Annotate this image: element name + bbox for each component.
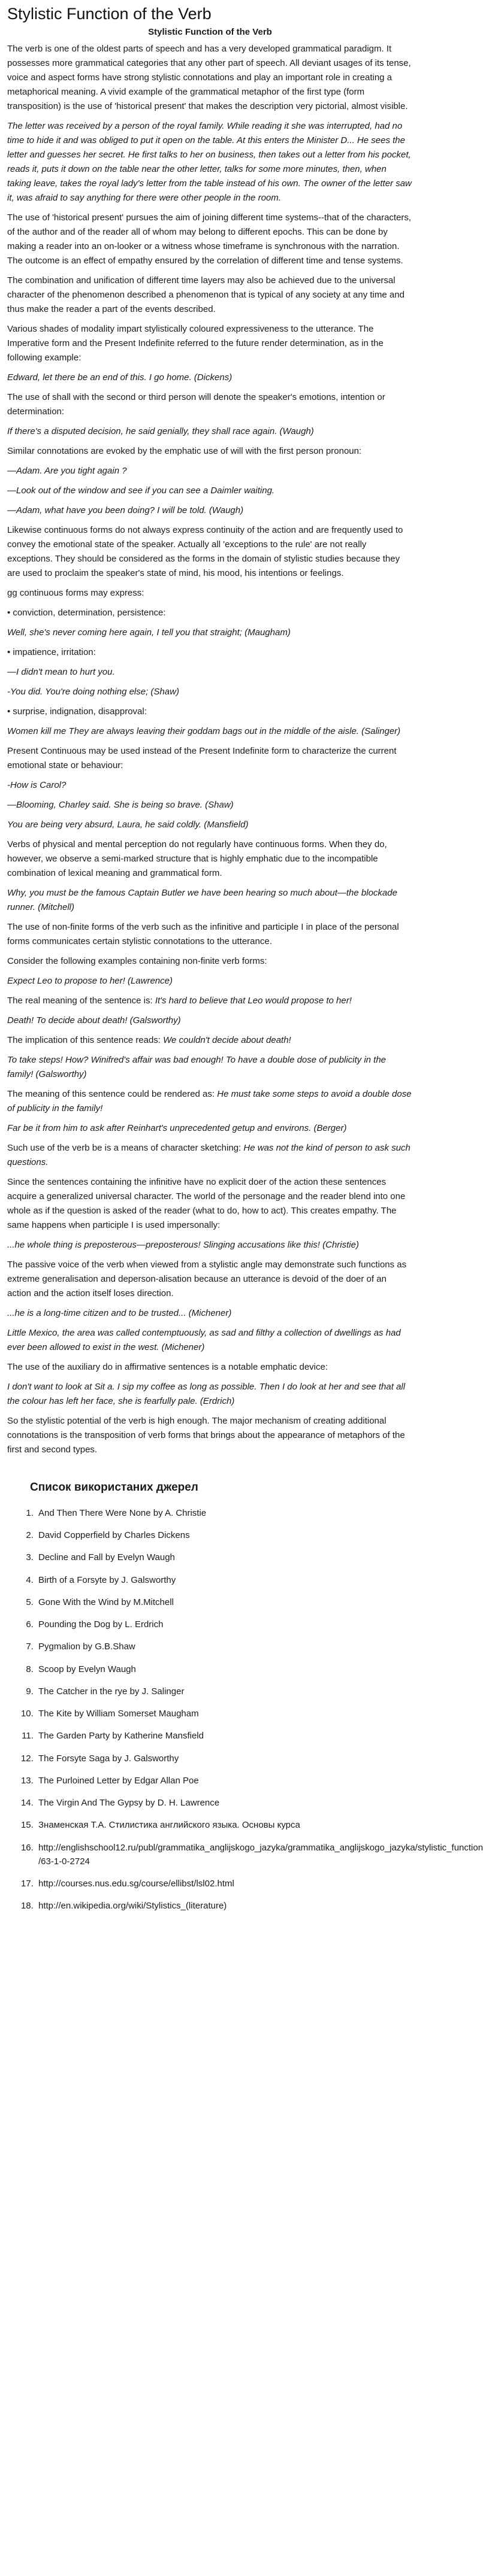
example-paragraph: Far be it from him to ask after Reinhart's unprecedented getup and environs. (Berger)	[7, 1122, 347, 1133]
body-paragraph	[7, 994, 413, 1008]
reference-item: 7. Pygmalion by G.B.Shaw	[36, 1640, 413, 1653]
body-paragraph: The use of the auxiliary do in affirmative sentences is a notable emphatic device:	[7, 1361, 328, 1372]
example-paragraph: —Look out of the window and see if you can see a Daimler waiting.	[7, 485, 275, 496]
references-list	[7, 1506, 483, 1913]
body-paragraph: Consider the following examples containing non-finite verb forms:	[7, 955, 267, 966]
example-paragraph: —Blooming, Charley said. She is being so brave. (Shaw)	[7, 799, 234, 810]
example-paragraph: —I didn't mean to hurt you.	[7, 666, 115, 677]
reference-item: 10. The Kite by William Somerset Maugham	[36, 1707, 413, 1721]
example-paragraph: -How is Carol?	[7, 779, 67, 790]
example-paragraph: If there's a disputed decision, he said genially, they shall race again. (Waugh)	[7, 426, 314, 436]
paragraph-example-text: It's hard to believe that Leo would propose to her!	[155, 995, 352, 1006]
body-paragraph: The use of shall with the second or third person will denote the speaker's emotions, intention or determination:	[7, 392, 385, 417]
example-paragraph: I don't want to look at Sit a. I sip my coffee as long as possible. Then I do look at her and see that all the colour has left her face, she is fearfully pale. (Erdrich)	[7, 1381, 406, 1406]
reference-item: 13. The Purloined Letter by Edgar Allan Poe	[36, 1774, 413, 1788]
body-paragraph: The passive voice of the verb when viewed from a stylistic angle may demonstrate such functions as extreme generalisation and deperson-alisation because an utterance is devoid of the doer of an action and the action itself loses direction.	[7, 1259, 407, 1298]
reference-item: 4. Birth of a Forsyte by J. Galsworthy	[36, 1573, 413, 1587]
example-paragraph: Why, you must be the famous Captain Butler we have been hearing so much about—the blockade runner. (Mitchell)	[7, 887, 397, 912]
paragraph-lead-text: The meaning of this sentence could be rendered as:	[7, 1088, 218, 1099]
example-paragraph: Edward, let there be an end of this. I go home. (Dickens)	[7, 372, 233, 383]
example-paragraph: ...he whole thing is preposterous—preposterous! Slinging accusations like this! (Christie)	[7, 1239, 359, 1250]
example-paragraph: -You did. You're doing nothing else; (Shaw)	[7, 686, 179, 697]
paragraph-lead-text: The real meaning of the sentence is:	[7, 995, 155, 1006]
reference-item: 18. http://en.wikipedia.org/wiki/Stylistics_(literature)	[36, 1899, 413, 1913]
body-paragraph: Various shades of modality impart stylistically coloured expressiveness to the utterance. The Imperative form and the Present Indefinite referred to the future render determination, as in the following example:	[7, 323, 384, 363]
reference-item: 6. Pounding the Dog by L. Erdrich	[36, 1618, 413, 1631]
body-paragraph: The combination and unification of different time layers may also be achieved due to the universal character of the phenomenon described a phenomenon that is typical of any society at any time and thus make the reader a part of the events described.	[7, 275, 404, 314]
body-paragraph	[7, 1087, 413, 1116]
reference-item: 3. Decline and Fall by Evelyn Waugh	[36, 1551, 413, 1564]
body-paragraph: The verb is one of the oldest parts of speech and has a very developed grammatical paradigm. It possesses more grammatical categories that any other part of speech. All deviant usages of its tense, voice and aspect forms have strong stylistic connotations and play an important role in creating a metaphorical meaning. A vivid example of the grammatical metaphor of the first type (form transposition) is the use of 'historical present' that makes the description very pictorial, almost visible.	[7, 43, 411, 111]
paragraph-example-text: He was not the kind of person to ask such questions.	[7, 1142, 410, 1167]
body-paragraph: gg continuous forms may express:	[7, 587, 144, 598]
example-paragraph: Expect Leo to propose to her! (Lawrence)	[7, 975, 173, 986]
reference-item: 9. The Catcher in the rye by J. Salinger	[36, 1685, 413, 1698]
reference-item: 14. The Virgin And The Gypsy by D. H. Lawrence	[36, 1796, 413, 1810]
example-paragraph: —Adam. Are you tight again ?	[7, 465, 127, 476]
paragraph-lead-text: The implication of this sentence reads:	[7, 1034, 164, 1045]
reference-item: 11. The Garden Party by Katherine Mansfield	[36, 1729, 413, 1743]
reference-item: 12. The Forsyte Saga by J. Galsworthy	[36, 1752, 413, 1765]
references-heading: Список використаних джерел	[30, 1480, 198, 1494]
body-paragraph: So the stylistic potential of the verb is high enough. The major mechanism of creating additional connotations is the transposition of verb forms that brings about the appearance of metaphors of the first and second types.	[7, 1415, 405, 1455]
example-paragraph: Death! To decide about death! (Galsworthy)	[7, 1015, 181, 1025]
body-paragraph: Likewise continuous forms do not always express continuity of the action and are frequently used to convey the emotional state of the speaker. Actually all 'exceptions to the rule' are not really exceptions. They should be considered as the forms in the domain of stylistic studies because they are used to proclaim the speaker's state of mind, his mood, his intentions or feelings.	[7, 524, 403, 578]
example-paragraph: Little Mexico, the area was called contemptuously, as sad and filthy a collection of dwellings as had ever been allowed to exist in the west. (Michener)	[7, 1327, 401, 1352]
article-body	[7, 42, 413, 1457]
body-paragraph	[7, 1033, 413, 1048]
reference-item: 8. Scoop by Evelyn Waugh	[36, 1662, 413, 1676]
reference-item: 17. http://courses.nus.edu.sg/course/ellibst/lsl02.html	[36, 1877, 413, 1891]
reference-item: 5. Gone With the Wind by M.Mitchell	[36, 1595, 413, 1609]
reference-item: 2. David Copperfield by Charles Dickens	[36, 1528, 413, 1542]
body-paragraph: Present Continuous may be used instead of the Present Indefinite form to characterize the current emotional state or behaviour:	[7, 745, 397, 770]
example-paragraph: To take steps! How? Winifred's affair was bad enough! To have a double dose of publicity in the family! (Galsworthy)	[7, 1054, 387, 1079]
paragraph-lead-text: Such use of the verb be is a means of character sketching:	[7, 1142, 244, 1153]
body-paragraph: Verbs of physical and mental perception do not regularly have continuous forms. When they do, however, we observe a semi-marked structure that is highly emphatic due to the incompatible combination of lexical meaning and grammatical form.	[7, 839, 387, 878]
body-paragraph: Since the sentences containing the infinitive have no explicit doer of the action these sentences acquire a generalized universal character. The world of the personage and the reader blend into one whole as if the question is asked of the reader (what to do, how to act). This creates empathy. The same happens when participle I is used impersonally:	[7, 1176, 406, 1230]
body-paragraph	[7, 1141, 413, 1170]
reference-item: 1. And Then There Were None by A. Christie	[36, 1506, 413, 1520]
example-paragraph: You are being very absurd, Laura, he said coldly. (Mansfield)	[7, 819, 249, 830]
example-paragraph: —Adam, what have you been doing? I will be told. (Waugh)	[7, 505, 244, 515]
body-paragraph: Similar connotations are evoked by the emphatic use of will with the first person pronoun:	[7, 445, 362, 456]
example-paragraph: Well, she's never coming here again, I tell you that straight; (Maugham)	[7, 627, 291, 638]
body-paragraph: The use of 'historical present' pursues the aim of joining different time systems--that of the characters, of the author and of the reader all of whom may belong to different epochs. This can be done by making a reader into an on-looker or a witness whose timeframe is synchronous with the narration. The outcome is an effect of empathy ensured by the correlation of different time and tense systems.	[7, 212, 412, 266]
reference-item: 15. Знаменская Т.А. Стилистика английского языка. Основы курса	[36, 1818, 413, 1832]
page-title: Stylistic Function of the Verb	[7, 5, 212, 23]
body-paragraph: • surprise, indignation, disapproval:	[7, 706, 147, 717]
example-paragraph: The letter was received by a person of the royal family. While reading it she was interrupted, had no time to hide it and was obliged to put it open on the table. At this enters the Minister D... He sees the letter and guesses her secret. He first talks to her on business, then takes out a letter from his pocket, reads it, puts it down on the table near the other letter, talks for some more minutes, then, when taking leave, takes the royal lady's letter from the table instead of his own. The owner of the letter saw it, was afraid to say anything for there were other people in the room.	[7, 120, 412, 203]
page-subtitle: Stylistic Function of the Verb	[148, 27, 272, 38]
body-paragraph: • impatience, irritation:	[7, 647, 96, 657]
body-paragraph: The use of non-finite forms of the verb such as the infinitive and participle I in place of the personal forms communicates certain stylistic connotations to the utterance.	[7, 921, 399, 946]
paragraph-example-text: He must take some steps to avoid a double dose of publicity in the family!	[7, 1088, 412, 1113]
example-paragraph: ...he is a long-time citizen and to be trusted... (Michener)	[7, 1307, 232, 1318]
example-paragraph: Women kill me They are always leaving their goddam bags out in the middle of the aisle. (Salinger)	[7, 726, 401, 736]
reference-item: 16. http://englishschool12.ru/publ/grammatika_anglijskogo_jazyka/grammatika_anglijskogo_jazyka/stylistic_function /63-1-0-2724	[36, 1841, 413, 1869]
body-paragraph: • conviction, determination, persistence:	[7, 607, 166, 618]
paragraph-example-text: We couldn't decide about death!	[163, 1034, 291, 1045]
